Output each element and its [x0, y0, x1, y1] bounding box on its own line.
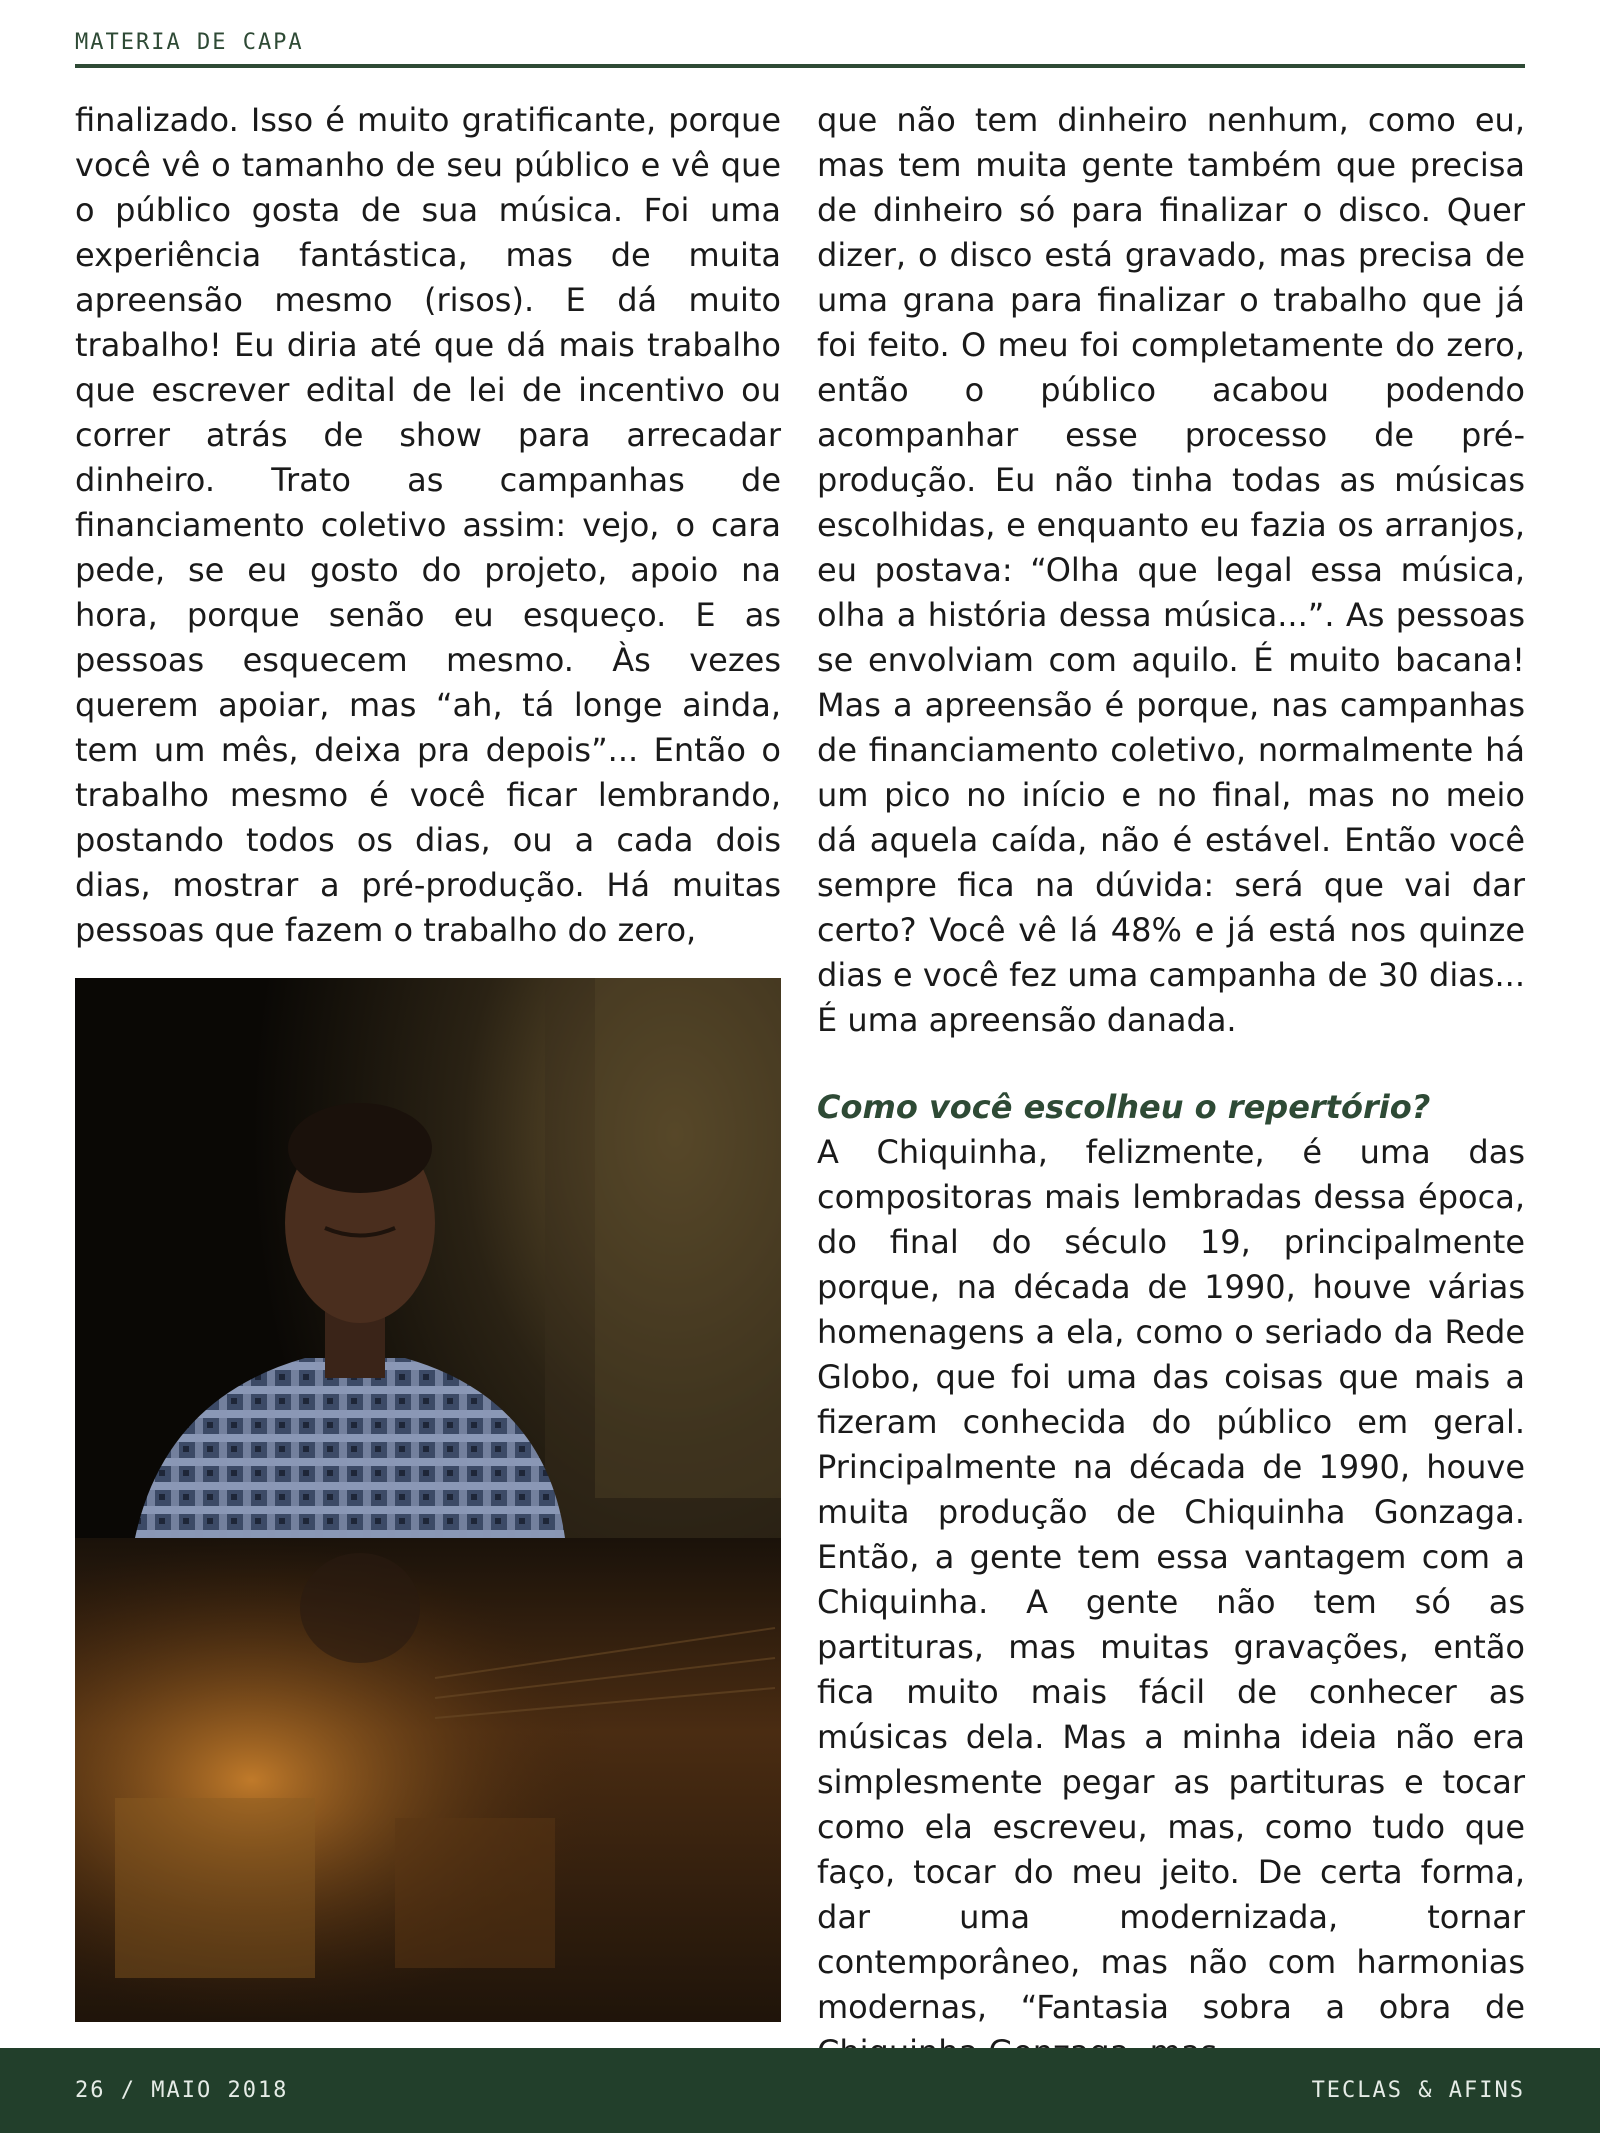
section-label: MATERIA DE CAPA [75, 30, 304, 55]
interview-question: Como você escolheu o repertório? [817, 1088, 1431, 1126]
right-column-paragraph-2: A Chiquinha, felizmente, é uma das compositoras mais lembradas dessa época, do final do século 19, principalmente porque, na década de 1990, houve várias homenagens a ela, como o seriado da Rede Globo, que foi uma das coisas que mais a fizeram conhecida do público em geral. Principalmente na década de 1990, houve muita produção de Chiquinha Gonzaga. Então, a gente tem essa vantagem com a Chiquinha. A gente não tem só as partituras, mas muitas gravações, então fica muito mais fácil de conhecer as músicas dela. Mas a minha ideia não era simplesmente pegar as partituras e tocar como ela escreveu, mas, como tudo que faço, tocar do meu jeito. De certa forma, dar uma modernizada, tornar contemporâneo, mas não com harmonias modernas, “Fantasia sobra a obra de [817, 1133, 1525, 2026]
pianist-photo [75, 978, 781, 2022]
left-column-paragraph: finalizado. Isso é muito gratificante, porque você vê o tamanho de seu público e vê que o público gosta de sua música. Foi uma experiência fantástica, mas de muita apreensão mesmo (risos). E dá muito trabalho! Eu diria até que dá mais trabalho que escrever edital de lei de incentivo ou correr atrás de show para arrecadar dinheiro. Trato as campanhas de financiamento coletivo assim: vejo, o cara pede, se eu gosto do projeto, apoio na hora, porque senão eu esqueço. E as pessoas esquecem mesmo. Às vezes querem apoiar, mas “ah, tá longe ainda, tem um mês, deixa pra depois”... Então o trabalho mesmo é você ficar lembrando, postando todos os dias, ou a cada dois dias, mostrar a pré-produção. Há muitas pessoas que fazem o trabalho do zero, [75, 101, 781, 949]
footer-bar [0, 2048, 1600, 2133]
magazine-name: TECLAS & AFINS [1311, 2078, 1525, 2103]
left-column [75, 98, 781, 953]
page-number-date: 26 / MAIO 2018 [75, 2078, 289, 2103]
right-column-paragraph-1: que não tem dinheiro nenhum, como eu, mas tem muita gente também que precisa de dinheiro só para finalizar o disco. Quer dizer, o disco está gravado, mas precisa de uma grana para finalizar o trabalho que já foi feito. O meu foi completamente do zero, então o público acabou podendo acompanhar esse processo de pré-produção. Eu não tinha todas as músicas escolhidas, e enquanto eu fazia os arranjos, eu postava: “Olha que legal essa música, olha a história dessa música...”. As pessoas se envolviam com aquilo. É muito bacana! Mas a apreensão é porque, nas campanhas de financiamento coletivo, normalmente há um pico no início e no final, mas no meio dá aquela caída, não é estável. Então você sempre fica na dúvida: será que vai dar certo? Você vê lá 48% e já está nos quinze dias e você fez uma campanha de 30 dias... É uma apreensão danada. [817, 101, 1525, 1039]
header-rule [75, 64, 1525, 68]
right-column [817, 98, 1525, 2075]
